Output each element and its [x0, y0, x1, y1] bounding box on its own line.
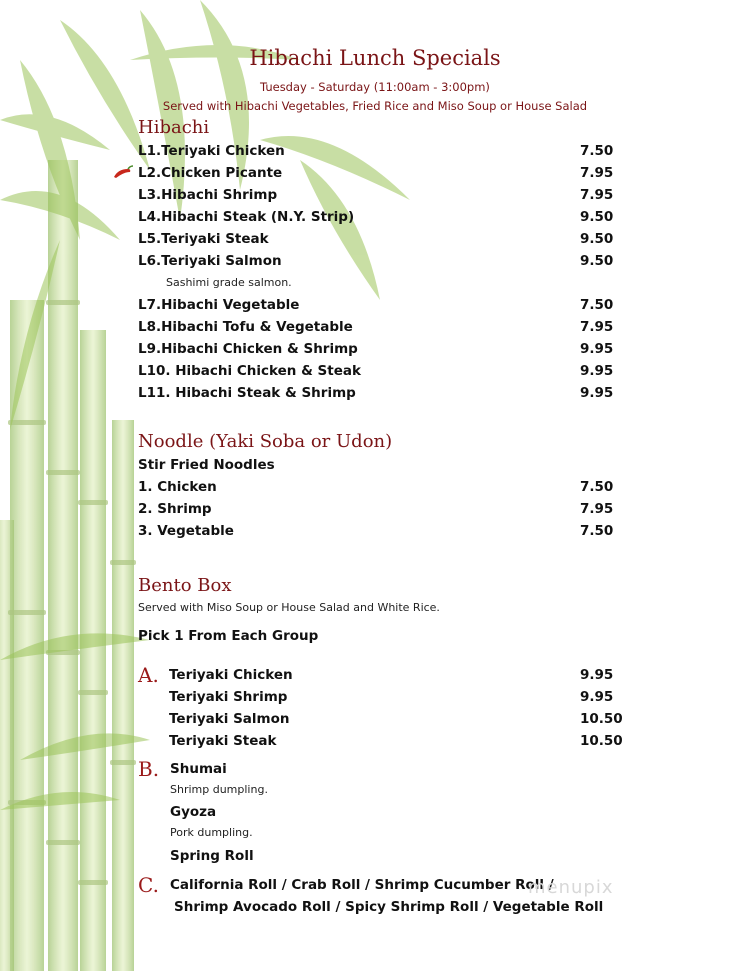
hibachi-heading: Hibachi: [138, 117, 210, 138]
menu-item-l9: [138, 341, 618, 361]
menu-item-l4: [138, 209, 618, 229]
group-c-letter: C.: [138, 873, 159, 897]
menu-item-l3: [138, 187, 618, 207]
item-name: Teriyaki Salmon: [169, 711, 290, 727]
item-name: 3. Vegetable: [138, 523, 234, 539]
chili-pepper-icon: [112, 165, 134, 179]
item-name: L11. Hibachi Steak & Shrimp: [138, 385, 356, 401]
item-name: L4.Hibachi Steak (N.Y. Strip): [138, 209, 355, 225]
menu-item-l8: [138, 319, 618, 339]
item-price: 9.50: [580, 209, 614, 225]
noodle-item-shrimp: [138, 501, 618, 521]
served-with-text: Served with Hibachi Vegetables, Fried Rice and Miso Soup or House Salad: [162, 99, 588, 113]
item-name: 1. Chicken: [138, 479, 217, 495]
item-price: 9.95: [580, 385, 614, 401]
item-name: L1.Teriyaki Chicken: [138, 143, 285, 159]
item-price: 7.50: [580, 523, 614, 539]
menu-item-l7: [138, 297, 618, 317]
item-name: Teriyaki Steak: [169, 733, 277, 749]
item-price: 7.95: [580, 501, 614, 517]
item-price: 7.95: [580, 187, 614, 203]
item-name: L5.Teriyaki Steak: [138, 231, 269, 247]
item-price: 10.50: [580, 711, 623, 727]
item-name: Teriyaki Chicken: [169, 667, 293, 683]
menu-item-l2: [138, 165, 618, 185]
bento-a-item: [169, 711, 649, 731]
item-price: 7.95: [580, 165, 614, 181]
gyoza-item: Gyoza: [170, 804, 217, 820]
group-b-letter: B.: [138, 757, 160, 781]
group-c-rolls-line1: California Roll / Crab Roll / Shrimp Cucumber Roll /: [170, 877, 554, 893]
menu-item-l11: [138, 385, 618, 405]
item-price: 9.95: [580, 341, 614, 357]
menu-item-l6: [138, 253, 618, 273]
item-price: 7.50: [580, 479, 614, 495]
bento-a-item: [169, 667, 649, 687]
item-price: 10.50: [580, 733, 623, 749]
item-name: 2. Shrimp: [138, 501, 212, 517]
item-price: 9.95: [580, 363, 614, 379]
menu-item-l5: [138, 231, 618, 251]
noodle-item-vegetable: [138, 523, 618, 543]
item-price: 7.50: [580, 297, 614, 313]
bento-pick-instruction: Pick 1 From Each Group: [138, 628, 319, 644]
salmon-note: Sashimi grade salmon.: [166, 276, 292, 289]
group-a-letter: A.: [138, 663, 159, 687]
shumai-item: Shumai: [170, 761, 227, 777]
item-name: L6.Teriyaki Salmon: [138, 253, 282, 269]
item-name: L2.Chicken Picante: [138, 165, 283, 181]
group-c-rolls-line2: Shrimp Avocado Roll / Spicy Shrimp Roll / Vegetable Roll: [174, 899, 604, 915]
menu-item-l10: [138, 363, 618, 383]
item-name: L9.Hibachi Chicken & Shrimp: [138, 341, 358, 357]
noodle-subheading: Stir Fried Noodles: [138, 457, 275, 473]
noodle-item-chicken: [138, 479, 618, 499]
gyoza-note: Pork dumpling.: [170, 826, 253, 839]
item-name: L3.Hibachi Shrimp: [138, 187, 278, 203]
shumai-note: Shrimp dumpling.: [170, 783, 268, 796]
menupix-watermark: menupix: [528, 877, 614, 898]
item-price: 9.50: [580, 231, 614, 247]
item-price: 7.95: [580, 319, 614, 335]
menu-item-l1: [138, 143, 618, 163]
bento-a-item: [169, 689, 649, 709]
item-price: 9.95: [580, 667, 614, 683]
item-name: L10. Hibachi Chicken & Steak: [138, 363, 361, 379]
bento-served-with: Served with Miso Soup or House Salad and White Rice.: [138, 601, 440, 614]
item-price: 7.50: [580, 143, 614, 159]
bento-heading: Bento Box: [138, 575, 232, 596]
item-price: 9.50: [580, 253, 614, 269]
item-name: L7.Hibachi Vegetable: [138, 297, 300, 313]
page-title: Hibachi Lunch Specials: [249, 46, 501, 70]
item-name: L8.Hibachi Tofu & Vegetable: [138, 319, 353, 335]
item-name: Teriyaki Shrimp: [169, 689, 288, 705]
bento-a-item: [169, 733, 649, 753]
noodle-heading: Noodle (Yaki Soba or Udon): [138, 431, 393, 452]
item-price: 9.95: [580, 689, 614, 705]
hours-text: Tuesday - Saturday (11:00am - 3:00pm): [260, 80, 490, 94]
spring-roll-item: Spring Roll: [170, 848, 254, 864]
